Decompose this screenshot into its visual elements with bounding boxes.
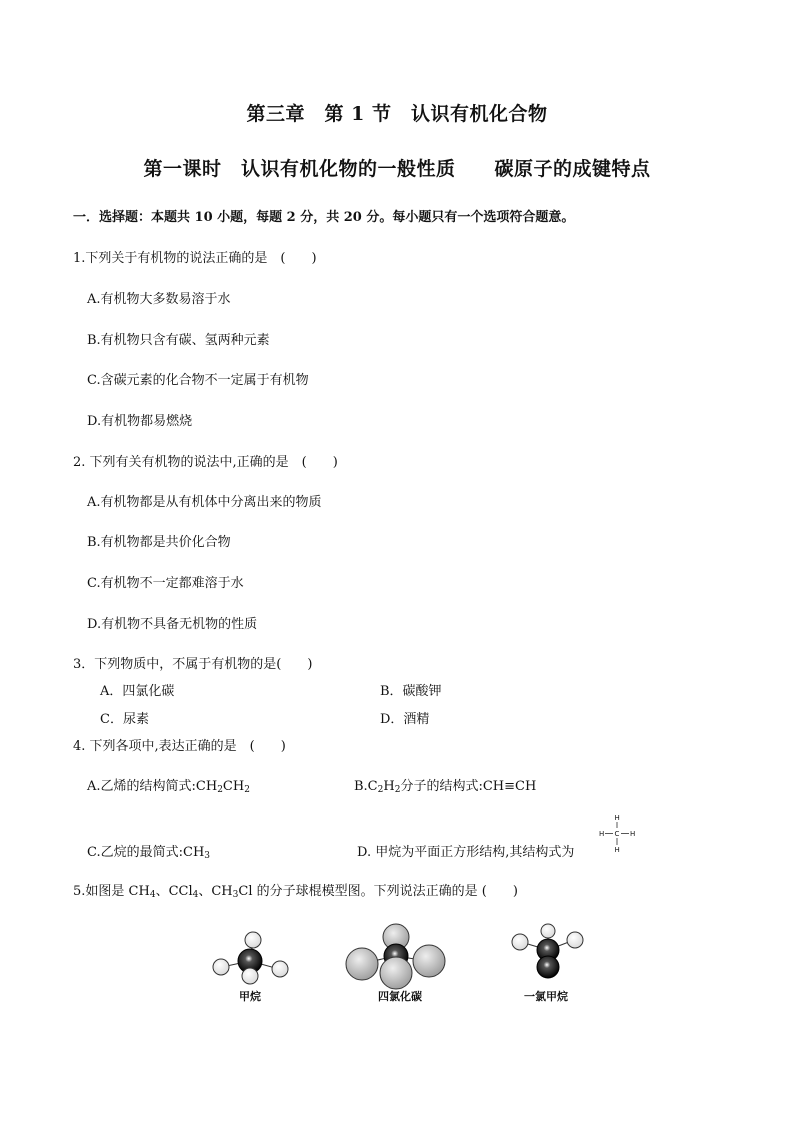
question-1-option-c: C.含碳元素的化合物不一定属于有机物 <box>87 373 309 388</box>
question-3-option-a: A．四氯化碳 <box>100 684 175 699</box>
page-title: 第三章 第 1 节 认识有机化合物 <box>246 103 548 125</box>
struct-h-bottom: H <box>614 846 620 854</box>
question-1-option-d: D.有机物都易燃烧 <box>87 414 193 429</box>
question-3-option-b: B．碳酸钾 <box>380 684 442 699</box>
question-5-stem: 5.如图是 $CH_4$、CCl$_4$、$CH_3Cl$ 的分子球棍模型图。下列说法正确的是 ( ) <box>73 884 518 900</box>
question-3-option-d: D．酒精 <box>380 712 430 727</box>
question-1-option-b: B.有机物只含有碳、氢两种元素 <box>87 333 270 348</box>
section-heading: 一．选择题：本题共 10 小题，每题 2 分，共 20 分。每小题只有一个选项符合题意。 <box>73 210 575 225</box>
question-4-option-d: D. 甲烷为平面正方形结构,其结构式为 <box>357 845 575 860</box>
struct-h-left: H <box>599 830 605 838</box>
struct-h-top: H <box>614 814 620 822</box>
question-1-option-a: A.有机物大多数易溶于水 <box>87 292 231 307</box>
page-subtitle: 第一课时 认识有机化物的一般性质 碳原子的成键特点 <box>143 158 651 180</box>
question-2-option-a: A.有机物都是从有机体中分离出来的物质 <box>87 495 322 510</box>
question-2-option-c: C.有机物不一定都难溶于水 <box>87 576 244 591</box>
methane-model <box>213 932 288 984</box>
label-methane: 甲烷 <box>239 990 261 1003</box>
question-3-option-c: C．尿素 <box>100 712 149 727</box>
question-3-stem: 3．下列物质中，不属于有机物的是( ) <box>73 657 313 672</box>
methane-structural-formula <box>596 812 640 856</box>
question-4-option-a: A.乙烯的结构简式$:CH_2CH_2$ <box>87 779 250 795</box>
carbon-tetrachloride-model <box>346 924 445 989</box>
question-4-option-c: C.乙烷的最简式$:CH_3$ <box>87 845 211 861</box>
question-4-option-b: $B.C_2H_2$分子的结构式:CH≡CH <box>354 779 537 795</box>
struct-h-right: H <box>630 830 636 838</box>
ball-stick-models-figure <box>200 920 600 1010</box>
question-1-stem: 1.下列关于有机物的说法正确的是 ( ) <box>73 251 317 266</box>
label-chloromethane: 一氯甲烷 <box>524 990 568 1003</box>
question-4-stem: 4. 下列各项中,表达正确的是 ( ) <box>73 739 286 754</box>
question-2-option-d: D.有机物不具备无机物的性质 <box>87 617 258 632</box>
label-carbon-tetrachloride: 四氯化碳 <box>378 990 422 1003</box>
chloromethane-model <box>512 924 583 978</box>
question-2-stem: 2. 下列有关有机物的说法中,正确的是 ( ) <box>73 455 338 470</box>
struct-c: C <box>614 830 620 838</box>
question-2-option-b: B.有机物都是共价化合物 <box>87 535 231 550</box>
